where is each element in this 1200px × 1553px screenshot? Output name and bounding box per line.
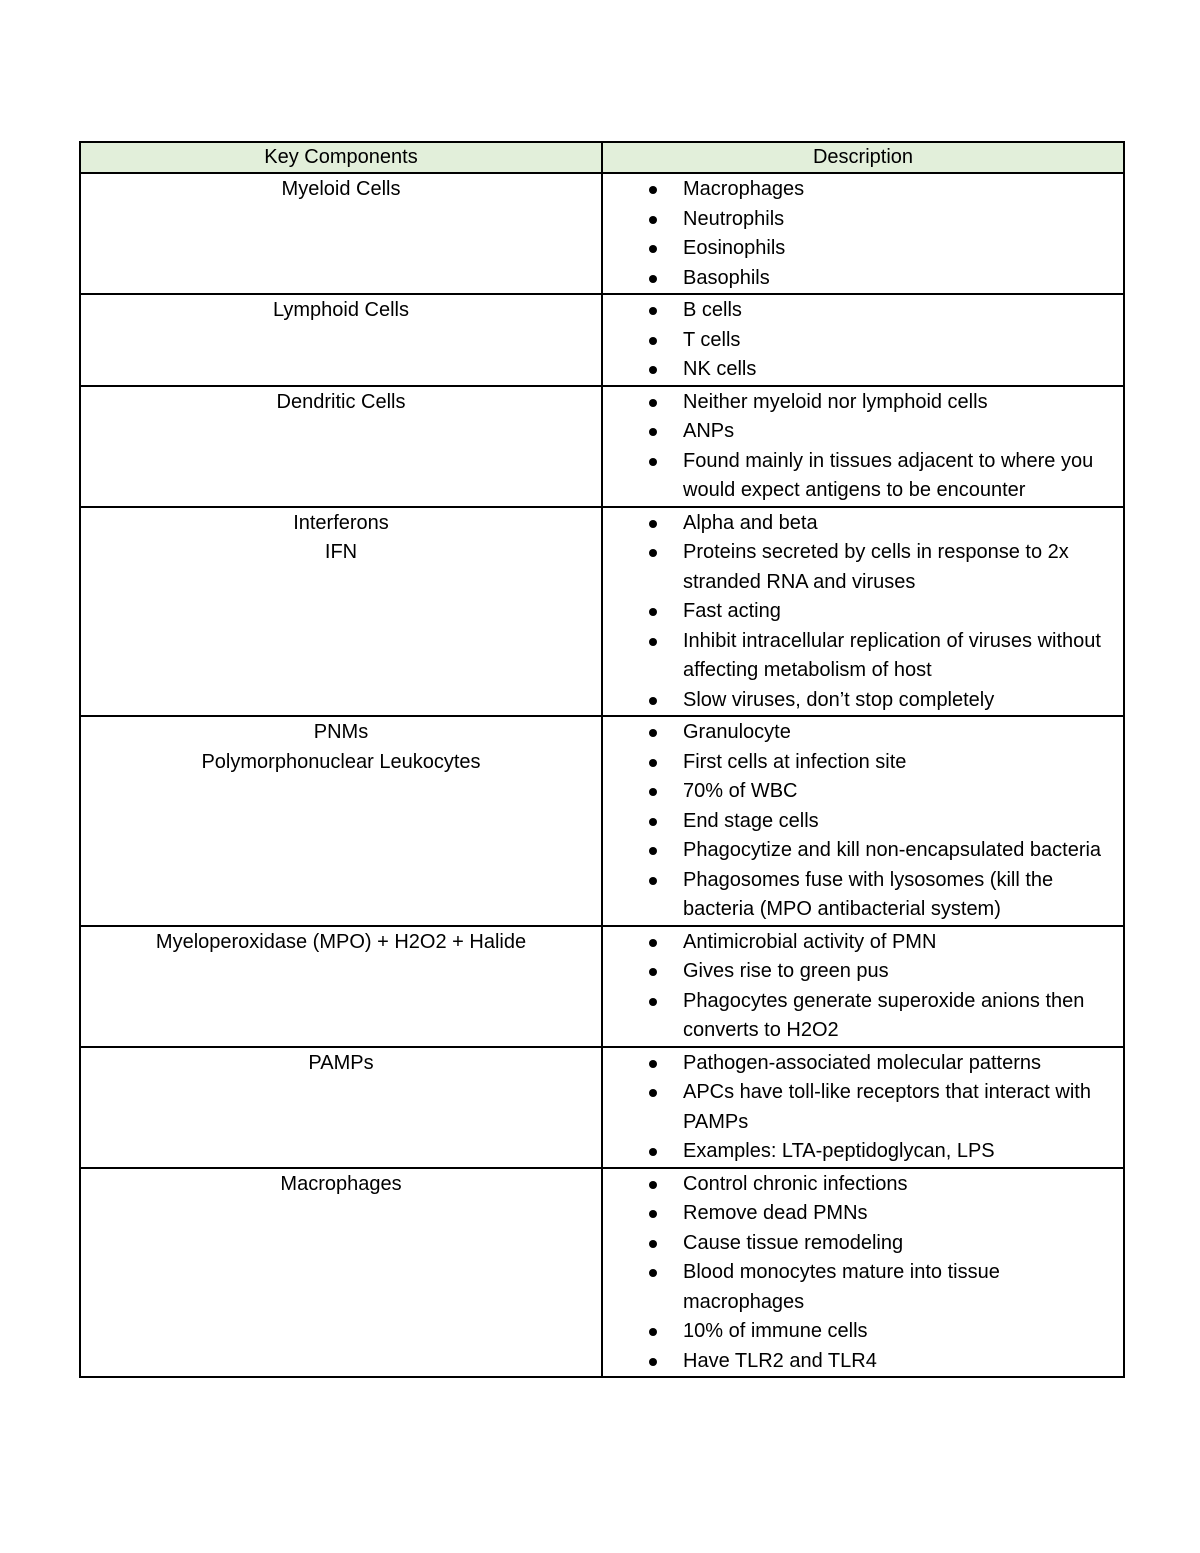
key-component-cell: [80, 1168, 602, 1378]
table-row: [80, 294, 1124, 386]
list-item: Have TLR2 and TLR4: [603, 1347, 1105, 1377]
list-item: Neither myeloid nor lymphoid cells: [603, 388, 1105, 418]
list-item: T cells: [603, 326, 1105, 356]
key-component-cell: [80, 716, 602, 926]
table-row: [80, 716, 1124, 926]
list-item: ANPs: [603, 417, 1105, 447]
list-item: Pathogen-associated molecular patterns: [603, 1049, 1105, 1079]
key-component-cell: [80, 926, 602, 1047]
list-item: APCs have toll-like receptors that interact with PAMPs: [603, 1078, 1105, 1137]
table-row: [80, 386, 1124, 507]
list-item: First cells at infection site: [603, 748, 1105, 778]
key-component-label: PNMs: [313, 721, 369, 743]
list-item: 10% of immune cells: [603, 1317, 1105, 1347]
list-item: Cause tissue remodeling: [603, 1229, 1105, 1259]
list-item: Macrophages: [603, 175, 1105, 205]
description-list: [603, 295, 1123, 385]
key-component-cell: [80, 173, 602, 294]
list-item: Remove dead PMNs: [603, 1199, 1105, 1229]
list-item: Eosinophils: [603, 234, 1105, 264]
description-cell: [602, 173, 1124, 294]
description-cell: [602, 294, 1124, 386]
list-item: Proteins secreted by cells in response to 2x stranded RNA and viruses: [603, 538, 1105, 597]
table-row: [80, 173, 1124, 294]
key-component-cell: [80, 386, 602, 507]
header-key-components: Key Components: [80, 142, 602, 173]
description-list: [603, 174, 1123, 293]
list-item: Blood monocytes mature into tissue macrophages: [603, 1258, 1105, 1317]
list-item: Phagocytize and kill non-encapsulated bacteria: [603, 836, 1105, 866]
key-component-label: Macrophages: [280, 1172, 402, 1195]
key-component-label: Dendritic Cells: [276, 390, 406, 413]
key-component-label: PAMPs: [308, 1051, 374, 1074]
description-cell: [602, 386, 1124, 507]
list-item: Basophils: [603, 264, 1105, 294]
description-cell: [602, 1047, 1124, 1168]
list-item: Slow viruses, don’t stop completely: [603, 686, 1105, 716]
list-item: NK cells: [603, 355, 1105, 385]
description-list: [603, 927, 1123, 1046]
list-item: End stage cells: [603, 807, 1105, 837]
list-item: Fast acting: [603, 597, 1105, 627]
list-item: Found mainly in tissues adjacent to where you would expect antigens to be encounter: [603, 447, 1105, 506]
description-list: [603, 1048, 1123, 1167]
list-item: Examples: LTA-peptidoglycan, LPS: [603, 1137, 1105, 1167]
description-list: [603, 717, 1123, 925]
list-item: Phagosomes fuse with lysosomes (kill the bacteria (MPO antibacterial system): [603, 866, 1105, 925]
header-description: Description: [602, 142, 1124, 173]
description-list: [603, 387, 1123, 506]
table-row: [80, 1047, 1124, 1168]
key-component-label: Polymorphonuclear Leukocytes: [201, 750, 481, 773]
key-component-label: Lymphoid Cells: [273, 299, 409, 321]
description-list: [603, 508, 1123, 716]
list-item: Phagocytes generate superoxide anions then converts to H2O2: [603, 987, 1105, 1046]
list-item: Granulocyte: [603, 718, 1105, 748]
key-component-label: Myeloperoxidase (MPO) + H2O2 + Halide: [155, 930, 527, 953]
table-row: [80, 507, 1124, 717]
list-item: Gives rise to green pus: [603, 957, 1105, 987]
key-component-cell: [80, 294, 602, 386]
description-list: [603, 1169, 1123, 1377]
table-row: [80, 1168, 1124, 1378]
description-cell: [602, 926, 1124, 1047]
key-component-label: IFN: [324, 541, 358, 563]
list-item: 70% of WBC: [603, 777, 1105, 807]
description-cell: [602, 1168, 1124, 1378]
key-component-cell: [80, 507, 602, 717]
key-component-cell: [80, 1047, 602, 1168]
header-row: [80, 142, 1124, 173]
table-row: [80, 926, 1124, 1047]
list-item: Neutrophils: [603, 205, 1105, 235]
list-item: Alpha and beta: [603, 509, 1105, 539]
list-item: Inhibit intracellular replication of viruses without affecting metabolism of host: [603, 627, 1105, 686]
list-item: B cells: [603, 296, 1105, 326]
description-cell: [602, 716, 1124, 926]
list-item: Control chronic infections: [603, 1170, 1105, 1200]
components-table: [79, 141, 1125, 1378]
description-cell: [602, 507, 1124, 717]
key-component-label: Interferons: [293, 511, 389, 534]
key-component-label: Myeloid Cells: [281, 178, 401, 200]
list-item: Antimicrobial activity of PMN: [603, 928, 1105, 958]
